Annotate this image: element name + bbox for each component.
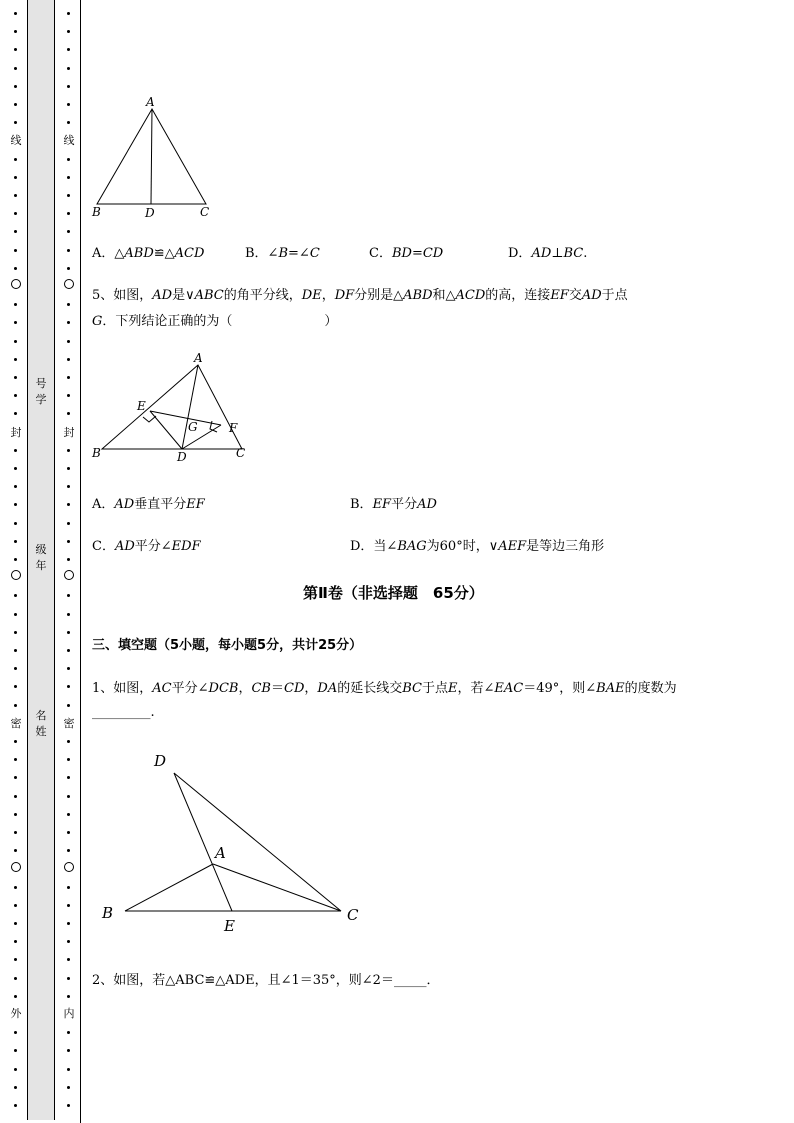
dot-mark bbox=[14, 740, 17, 743]
dot-mark bbox=[14, 685, 17, 688]
margin-char-wai: 外 bbox=[10, 1007, 22, 1020]
dot-mark bbox=[14, 340, 17, 343]
dot-mark bbox=[14, 412, 17, 415]
margin-char-feng-outer: 封 bbox=[10, 426, 22, 439]
dot-mark bbox=[14, 776, 17, 779]
margin-char-mi-inner: 密 bbox=[63, 717, 75, 730]
dot-mark bbox=[67, 740, 70, 743]
label-C: C bbox=[236, 446, 246, 460]
name-label: 名姓 bbox=[35, 709, 47, 738]
dot-mark bbox=[67, 1031, 70, 1034]
dot-mark bbox=[14, 376, 17, 379]
dot-mark bbox=[67, 1104, 70, 1107]
dot-mark bbox=[67, 30, 70, 33]
dot-mark bbox=[14, 12, 17, 15]
label-G: G bbox=[188, 420, 198, 434]
dot-mark bbox=[67, 831, 70, 834]
fill-q1-answer-blank: _________. bbox=[92, 705, 155, 720]
q4-option-a: A．△ABD≌△ACD bbox=[92, 246, 205, 261]
dot-mark bbox=[67, 886, 70, 889]
dot-mark bbox=[67, 103, 70, 106]
section-2-title: 第Ⅱ卷（非选择题 65分） bbox=[303, 584, 484, 602]
dot-mark bbox=[14, 886, 17, 889]
label-A: A bbox=[146, 95, 155, 109]
dot-mark bbox=[67, 212, 70, 215]
dot-mark bbox=[67, 1068, 70, 1071]
dot-mark bbox=[14, 212, 17, 215]
margin-char-nei: 内 bbox=[63, 1007, 75, 1020]
dot-mark bbox=[67, 376, 70, 379]
dot-mark bbox=[67, 267, 70, 270]
q4-option-d: D．AD⊥BC. bbox=[508, 246, 588, 261]
dot-mark bbox=[67, 758, 70, 761]
dot-mark bbox=[67, 849, 70, 852]
q5-option-a: A．AD垂直平分EF bbox=[92, 497, 205, 512]
dot-mark bbox=[67, 558, 70, 561]
dot-mark bbox=[67, 613, 70, 616]
label-A: A bbox=[194, 351, 203, 365]
dot-mark bbox=[14, 522, 17, 525]
dot-mark bbox=[14, 485, 17, 488]
dot-mark bbox=[14, 795, 17, 798]
dot-mark bbox=[14, 594, 17, 597]
label-B: B bbox=[92, 205, 101, 219]
margin-char-xian-outer: 线 bbox=[10, 134, 22, 147]
q5-triangle-figure bbox=[88, 345, 258, 470]
dot-mark bbox=[67, 321, 70, 324]
dot-mark bbox=[67, 904, 70, 907]
dot-mark bbox=[14, 613, 17, 616]
dot-mark bbox=[14, 904, 17, 907]
dot-mark bbox=[67, 12, 70, 15]
dot-mark bbox=[14, 631, 17, 634]
dot-mark bbox=[67, 776, 70, 779]
dot-mark bbox=[67, 977, 70, 980]
dot-mark bbox=[67, 1049, 70, 1052]
dot-mark bbox=[14, 995, 17, 998]
dot-mark bbox=[67, 922, 70, 925]
dot-mark bbox=[14, 67, 17, 70]
margin-char-mi-outer: 密 bbox=[10, 717, 22, 730]
dot-mark bbox=[14, 649, 17, 652]
dot-mark bbox=[14, 30, 17, 33]
dot-mark bbox=[67, 158, 70, 161]
dot-mark bbox=[67, 121, 70, 124]
dot-mark bbox=[14, 303, 17, 306]
q4-triangle-figure bbox=[88, 92, 218, 227]
dot-mark bbox=[14, 758, 17, 761]
label-D: D bbox=[145, 206, 155, 220]
q5-stem-line2: G．下列结论正确的为（ ） bbox=[92, 314, 338, 329]
dot-mark bbox=[67, 958, 70, 961]
dot-mark bbox=[14, 48, 17, 51]
dot-mark bbox=[67, 813, 70, 816]
label-D: D bbox=[154, 752, 167, 770]
label-F: F bbox=[229, 421, 238, 435]
label-D: D bbox=[177, 450, 187, 464]
circle-mark bbox=[11, 862, 21, 872]
dot-mark bbox=[14, 194, 17, 197]
dot-mark bbox=[67, 649, 70, 652]
dot-mark bbox=[67, 795, 70, 798]
dot-mark bbox=[14, 940, 17, 943]
dot-mark bbox=[14, 540, 17, 543]
dot-mark bbox=[67, 995, 70, 998]
dot-mark bbox=[14, 176, 17, 179]
dot-mark bbox=[67, 1086, 70, 1089]
q4-option-c: C．BD=CD bbox=[369, 246, 444, 261]
label-C: C bbox=[347, 906, 359, 924]
dot-mark bbox=[67, 85, 70, 88]
q5-option-c: C．AD平分∠EDF bbox=[92, 539, 201, 554]
dot-mark bbox=[67, 412, 70, 415]
dot-mark bbox=[14, 467, 17, 470]
dot-mark bbox=[67, 249, 70, 252]
dot-mark bbox=[67, 358, 70, 361]
q5-option-d: D．当∠BAG为60°时，∨AEF是等边三角形 bbox=[350, 539, 605, 554]
dot-mark bbox=[67, 503, 70, 506]
dot-mark bbox=[14, 831, 17, 834]
dot-mark bbox=[67, 340, 70, 343]
dot-mark bbox=[67, 194, 70, 197]
student-number-label: 号学 bbox=[35, 377, 47, 406]
dot-mark bbox=[14, 230, 17, 233]
dot-mark bbox=[14, 1086, 17, 1089]
circle-mark bbox=[11, 279, 21, 289]
grade-label: 级年 bbox=[35, 543, 47, 572]
label-B: B bbox=[92, 446, 101, 460]
dot-mark bbox=[14, 267, 17, 270]
dot-mark bbox=[14, 958, 17, 961]
fill-q2-stem: 2、如图，若△ABC≌△ADE，且∠1＝35°，则∠2＝_____． bbox=[92, 973, 440, 988]
dot-mark bbox=[67, 522, 70, 525]
dot-mark bbox=[14, 704, 17, 707]
dot-mark bbox=[67, 230, 70, 233]
q4-option-b: B．∠B=∠C bbox=[245, 246, 320, 261]
label-E: E bbox=[224, 917, 235, 935]
dot-mark bbox=[14, 158, 17, 161]
dot-mark bbox=[67, 176, 70, 179]
dot-mark bbox=[14, 922, 17, 925]
fill-q1-figure bbox=[98, 750, 373, 940]
dot-mark bbox=[14, 977, 17, 980]
dot-mark bbox=[67, 394, 70, 397]
dot-mark bbox=[67, 704, 70, 707]
dot-mark bbox=[14, 503, 17, 506]
dot-mark bbox=[67, 631, 70, 634]
dot-mark bbox=[14, 1068, 17, 1071]
circle-mark bbox=[64, 279, 74, 289]
fill-q1-stem: 1、如图，AC平分∠DCB，CB＝CD，DA的延长线交BC于点E，若∠EAC＝49°，则∠BAE的度数为 bbox=[92, 681, 677, 696]
circle-mark bbox=[64, 570, 74, 580]
dot-mark bbox=[67, 594, 70, 597]
q5-stem-line1: 5、如图，AD是∨ABC的角平分线，DE，DF分别是△ABD和△ACD的高，连接EF交AD于点 bbox=[92, 288, 628, 303]
dot-mark bbox=[14, 394, 17, 397]
dot-mark bbox=[14, 449, 17, 452]
dot-mark bbox=[14, 1049, 17, 1052]
dot-mark bbox=[67, 685, 70, 688]
dot-mark bbox=[67, 67, 70, 70]
dot-mark bbox=[14, 121, 17, 124]
dot-mark bbox=[14, 321, 17, 324]
dot-mark bbox=[67, 48, 70, 51]
dot-mark bbox=[14, 849, 17, 852]
q5-option-b: B．EF平分AD bbox=[350, 497, 437, 512]
dot-mark bbox=[67, 667, 70, 670]
dot-mark bbox=[14, 667, 17, 670]
dot-mark bbox=[14, 1104, 17, 1107]
dot-mark bbox=[67, 303, 70, 306]
dot-mark bbox=[14, 1031, 17, 1034]
dot-mark bbox=[14, 358, 17, 361]
label-A: A bbox=[215, 844, 226, 862]
circle-mark bbox=[11, 570, 21, 580]
dot-mark bbox=[67, 485, 70, 488]
dot-mark bbox=[67, 467, 70, 470]
dotted-cut-line-inner bbox=[58, 0, 78, 1123]
circle-mark bbox=[64, 862, 74, 872]
label-E: E bbox=[137, 399, 146, 413]
dot-mark bbox=[67, 940, 70, 943]
dot-mark bbox=[14, 558, 17, 561]
dot-mark bbox=[14, 85, 17, 88]
label-C: C bbox=[200, 205, 210, 219]
label-B: B bbox=[102, 904, 114, 922]
margin-char-feng-inner: 封 bbox=[63, 426, 75, 439]
dotted-cut-line-outer bbox=[5, 0, 25, 1123]
dot-mark bbox=[14, 249, 17, 252]
section-3-title: 三、填空题（5小题，每小题5分，共计25分） bbox=[92, 638, 363, 653]
margin-char-xian-inner: 线 bbox=[63, 134, 75, 147]
dot-mark bbox=[14, 813, 17, 816]
dot-mark bbox=[67, 449, 70, 452]
binding-border-line bbox=[80, 0, 81, 1123]
dot-mark bbox=[67, 540, 70, 543]
dot-mark bbox=[14, 103, 17, 106]
